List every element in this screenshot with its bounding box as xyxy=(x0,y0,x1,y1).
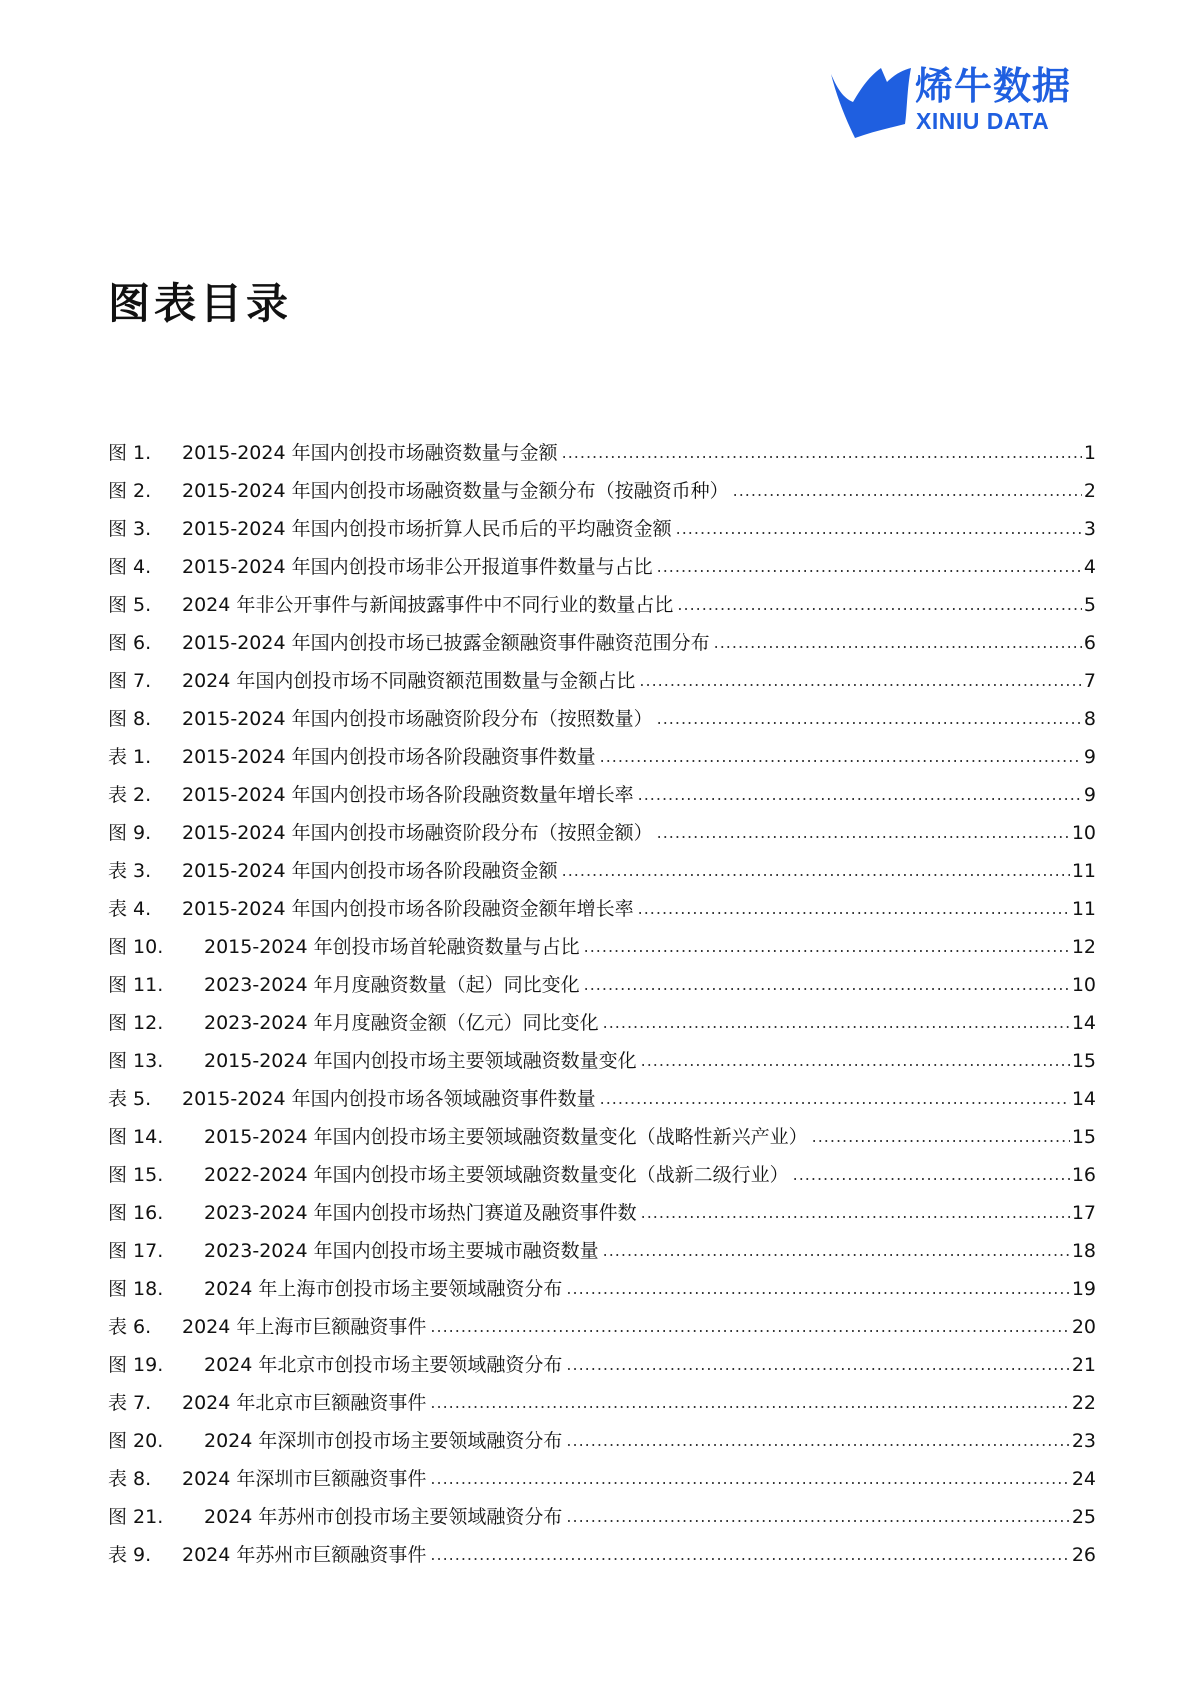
toc-entry-label: 表 8. xyxy=(108,1468,152,1490)
toc-entry-page-number: 14 xyxy=(1071,1088,1096,1110)
toc-entry-title: 2015-2024 年国内创投市场融资数量与金额 xyxy=(182,442,558,464)
toc-entry-label: 图 18. xyxy=(108,1278,164,1300)
toc-entry-page-number: 14 xyxy=(1071,1012,1096,1034)
toc-dot-leader xyxy=(430,1467,1069,1491)
toc-entry[interactable] xyxy=(108,1118,1096,1156)
toc-entry-title: 2015-2024 年国内创投市场折算人民币后的平均融资金额 xyxy=(182,518,672,540)
toc-entry[interactable] xyxy=(108,1536,1096,1574)
toc-entry[interactable] xyxy=(108,586,1096,624)
logo-chinese-name: 烯牛数据 xyxy=(915,64,1072,108)
toc-entry-page-number: 9 xyxy=(1083,784,1096,806)
toc-entry-label: 图 13. xyxy=(108,1050,164,1072)
toc-entry-label: 图 5. xyxy=(108,594,152,616)
toc-entry[interactable] xyxy=(108,1308,1096,1346)
toc-entry-label: 图 2. xyxy=(108,480,152,502)
toc-entry[interactable] xyxy=(108,1194,1096,1232)
toc-dot-leader xyxy=(430,1315,1069,1339)
toc-dot-leader xyxy=(657,707,1082,731)
toc-entry-title: 2015-2024 年国内创投市场融资阶段分布（按照金额） xyxy=(182,822,653,844)
toc-entry[interactable] xyxy=(108,1498,1096,1536)
toc-entry-title: 2015-2024 年国内创投市场各阶段融资金额 xyxy=(182,860,558,882)
toc-entry-title: 2015-2024 年国内创投市场各阶段融资事件数量 xyxy=(182,746,596,768)
toc-dot-leader xyxy=(641,1201,1070,1225)
toc-entry-page-number: 19 xyxy=(1071,1278,1096,1300)
table-of-figures xyxy=(108,434,1096,1574)
toc-entry-page-number: 5 xyxy=(1083,594,1096,616)
toc-dot-leader xyxy=(812,1125,1070,1149)
toc-entry-page-number: 21 xyxy=(1071,1354,1096,1376)
toc-entry-page-number: 10 xyxy=(1071,822,1096,844)
toc-dot-leader xyxy=(657,555,1082,579)
toc-dot-leader xyxy=(676,517,1082,541)
page-title: 图表目录 xyxy=(108,279,293,328)
toc-dot-leader xyxy=(638,897,1070,921)
toc-dot-leader xyxy=(657,821,1070,845)
toc-entry-label: 表 6. xyxy=(108,1316,152,1338)
toc-entry-label: 图 12. xyxy=(108,1012,164,1034)
toc-dot-leader xyxy=(639,669,1082,693)
toc-entry-page-number: 6 xyxy=(1083,632,1096,654)
toc-entry-title: 2024 年深圳市创投市场主要领域融资分布 xyxy=(204,1430,563,1452)
toc-entry-label: 图 7. xyxy=(108,670,152,692)
toc-entry[interactable] xyxy=(108,776,1096,814)
toc-dot-leader xyxy=(566,1353,1069,1377)
toc-dot-leader xyxy=(603,1239,1070,1263)
toc-dot-leader xyxy=(733,479,1082,503)
toc-entry-label: 图 4. xyxy=(108,556,152,578)
toc-entry-label: 图 20. xyxy=(108,1430,164,1452)
toc-dot-leader xyxy=(566,1429,1069,1453)
toc-dot-leader xyxy=(641,1049,1070,1073)
toc-entry-page-number: 9 xyxy=(1083,746,1096,768)
toc-entry-label: 图 8. xyxy=(108,708,152,730)
toc-entry-title: 2024 年北京市创投市场主要领域融资分布 xyxy=(204,1354,563,1376)
toc-entry[interactable] xyxy=(108,890,1096,928)
toc-entry[interactable] xyxy=(108,966,1096,1004)
toc-dot-leader xyxy=(566,1277,1069,1301)
toc-entry[interactable] xyxy=(108,1270,1096,1308)
toc-entry-page-number: 7 xyxy=(1083,670,1096,692)
toc-entry-label: 表 3. xyxy=(108,860,152,882)
toc-entry-page-number: 18 xyxy=(1071,1240,1096,1262)
toc-entry-page-number: 15 xyxy=(1071,1126,1096,1148)
toc-entry-title: 2015-2024 年国内创投市场各阶段融资数量年增长率 xyxy=(182,784,634,806)
toc-dot-leader xyxy=(562,441,1082,465)
toc-entry-page-number: 16 xyxy=(1071,1164,1096,1186)
toc-dot-leader xyxy=(430,1543,1069,1567)
toc-entry-title: 2015-2024 年创投市场首轮融资数量与占比 xyxy=(204,936,580,958)
toc-entry[interactable] xyxy=(108,700,1096,738)
toc-entry-label: 表 4. xyxy=(108,898,152,920)
toc-entry[interactable] xyxy=(108,1384,1096,1422)
toc-entry-label: 图 19. xyxy=(108,1354,164,1376)
toc-entry-title: 2024 年非公开事件与新闻披露事件中不同行业的数量占比 xyxy=(182,594,674,616)
toc-entry-label: 图 9. xyxy=(108,822,152,844)
toc-entry[interactable] xyxy=(108,624,1096,662)
toc-entry-page-number: 12 xyxy=(1071,936,1096,958)
toc-entry-title: 2015-2024 年国内创投市场非公开报道事件数量与占比 xyxy=(182,556,653,578)
toc-dot-leader xyxy=(677,593,1082,617)
toc-entry[interactable] xyxy=(108,1004,1096,1042)
brand-logo xyxy=(825,62,1085,142)
toc-entry-label: 图 1. xyxy=(108,442,152,464)
toc-entry-label: 图 6. xyxy=(108,632,152,654)
toc-entry[interactable] xyxy=(108,1232,1096,1270)
toc-dot-leader xyxy=(584,973,1070,997)
toc-entry[interactable] xyxy=(108,1042,1096,1080)
toc-entry-page-number: 8 xyxy=(1083,708,1096,730)
toc-entry-title: 2024 年北京市巨额融资事件 xyxy=(182,1392,427,1414)
toc-entry-page-number: 1 xyxy=(1083,442,1096,464)
toc-entry-title: 2024 年国内创投市场不同融资额范围数量与金额占比 xyxy=(182,670,636,692)
toc-entry-label: 表 9. xyxy=(108,1544,152,1566)
toc-entry-label: 图 14. xyxy=(108,1126,164,1148)
toc-entry-page-number: 17 xyxy=(1071,1202,1096,1224)
toc-entry-label: 表 2. xyxy=(108,784,152,806)
toc-entry-label: 表 1. xyxy=(108,746,152,768)
toc-entry-label: 图 17. xyxy=(108,1240,164,1262)
toc-entry-page-number: 11 xyxy=(1071,898,1096,920)
toc-entry-label: 图 16. xyxy=(108,1202,164,1224)
toc-entry[interactable] xyxy=(108,1346,1096,1384)
toc-entry-title: 2015-2024 年国内创投市场融资阶段分布（按照数量） xyxy=(182,708,653,730)
logo-english-name: XINIU DATA xyxy=(916,108,1050,134)
toc-entry[interactable] xyxy=(108,928,1096,966)
toc-entry-title: 2023-2024 年月度融资金额（亿元）同比变化 xyxy=(204,1012,599,1034)
toc-dot-leader xyxy=(638,783,1082,807)
toc-entry-title: 2024 年上海市创投市场主要领域融资分布 xyxy=(204,1278,563,1300)
toc-entry-title: 2015-2024 年国内创投市场各领域融资事件数量 xyxy=(182,1088,596,1110)
toc-entry[interactable] xyxy=(108,548,1096,586)
toc-entry[interactable] xyxy=(108,852,1096,890)
toc-entry-label: 图 15. xyxy=(108,1164,164,1186)
toc-entry-title: 2015-2024 年国内创投市场已披露金额融资事件融资范围分布 xyxy=(182,632,710,654)
toc-entry[interactable] xyxy=(108,472,1096,510)
toc-entry[interactable] xyxy=(108,1422,1096,1460)
toc-entry-title: 2015-2024 年国内创投市场主要领域融资数量变化（战略性新兴产业） xyxy=(204,1126,808,1148)
toc-entry-page-number: 3 xyxy=(1083,518,1096,540)
toc-entry-title: 2015-2024 年国内创投市场各阶段融资金额年增长率 xyxy=(182,898,634,920)
toc-dot-leader xyxy=(584,935,1070,959)
toc-dot-leader xyxy=(562,859,1070,883)
toc-entry-page-number: 2 xyxy=(1083,480,1096,502)
toc-entry-page-number: 24 xyxy=(1071,1468,1096,1490)
toc-entry-page-number: 20 xyxy=(1071,1316,1096,1338)
toc-dot-leader xyxy=(793,1163,1070,1187)
toc-entry-title: 2023-2024 年月度融资数量（起）同比变化 xyxy=(204,974,580,996)
toc-entry[interactable] xyxy=(108,662,1096,700)
toc-entry-label: 图 3. xyxy=(108,518,152,540)
rhino-logo-icon xyxy=(825,62,911,140)
toc-entry-label: 表 5. xyxy=(108,1088,152,1110)
toc-dot-leader xyxy=(714,631,1082,655)
toc-entry-page-number: 10 xyxy=(1071,974,1096,996)
toc-entry-title: 2024 年苏州市巨额融资事件 xyxy=(182,1544,427,1566)
toc-dot-leader xyxy=(566,1505,1069,1529)
toc-entry-label: 图 21. xyxy=(108,1506,164,1528)
toc-dot-leader xyxy=(600,745,1082,769)
toc-entry[interactable] xyxy=(108,510,1096,548)
toc-dot-leader xyxy=(603,1011,1070,1035)
toc-entry-page-number: 22 xyxy=(1071,1392,1096,1414)
toc-entry-label: 表 7. xyxy=(108,1392,152,1414)
toc-entry[interactable] xyxy=(108,1156,1096,1194)
toc-entry[interactable] xyxy=(108,814,1096,852)
toc-entry-title: 2024 年苏州市创投市场主要领域融资分布 xyxy=(204,1506,563,1528)
toc-entry-label: 图 11. xyxy=(108,974,164,996)
toc-entry-page-number: 25 xyxy=(1071,1506,1096,1528)
toc-dot-leader xyxy=(430,1391,1069,1415)
toc-entry[interactable] xyxy=(108,434,1096,472)
toc-entry-title: 2023-2024 年国内创投市场主要城市融资数量 xyxy=(204,1240,599,1262)
toc-entry-title: 2024 年上海市巨额融资事件 xyxy=(182,1316,427,1338)
toc-entry[interactable] xyxy=(108,1080,1096,1118)
toc-entry[interactable] xyxy=(108,738,1096,776)
toc-entry-title: 2022-2024 年国内创投市场主要领域融资数量变化（战新二级行业） xyxy=(204,1164,789,1186)
toc-entry-page-number: 15 xyxy=(1071,1050,1096,1072)
toc-entry-title: 2015-2024 年国内创投市场主要领域融资数量变化 xyxy=(204,1050,637,1072)
toc-entry-title: 2023-2024 年国内创投市场热门赛道及融资事件数 xyxy=(204,1202,637,1224)
toc-entry[interactable] xyxy=(108,1460,1096,1498)
toc-entry-page-number: 23 xyxy=(1071,1430,1096,1452)
toc-entry-label: 图 10. xyxy=(108,936,164,958)
toc-entry-title: 2024 年深圳市巨额融资事件 xyxy=(182,1468,427,1490)
toc-entry-page-number: 26 xyxy=(1071,1544,1096,1566)
toc-entry-page-number: 11 xyxy=(1071,860,1096,882)
toc-entry-page-number: 4 xyxy=(1083,556,1096,578)
toc-entry-title: 2015-2024 年国内创投市场融资数量与金额分布（按融资币种） xyxy=(182,480,729,502)
toc-dot-leader xyxy=(600,1087,1070,1111)
